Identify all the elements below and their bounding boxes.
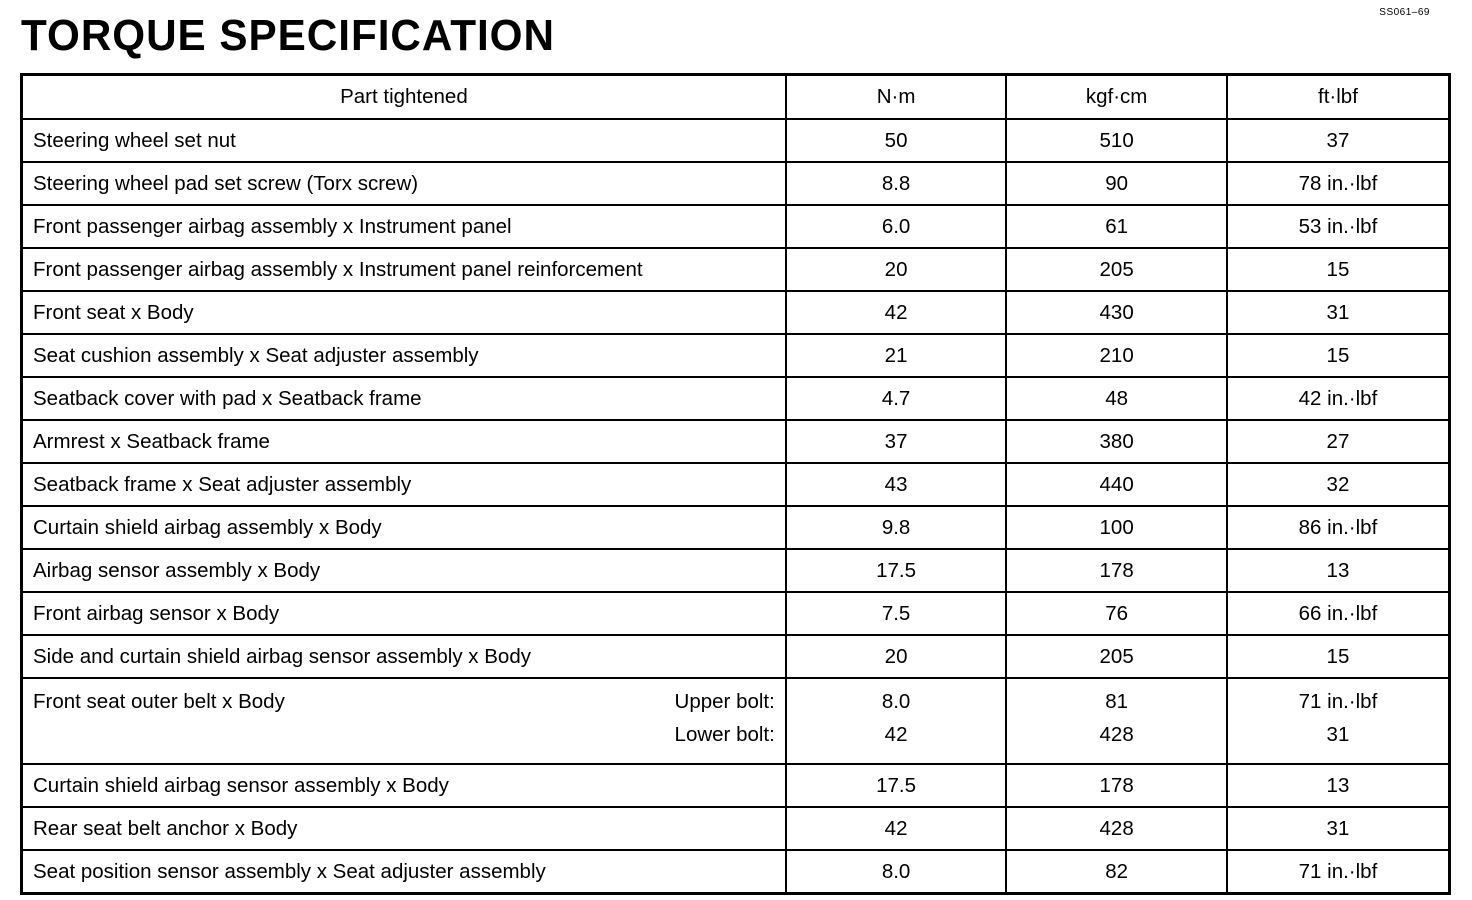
table-row [22,635,1450,678]
part-cell [22,678,786,764]
ft-cell: 86 in.·lbf [1227,506,1450,549]
ft-cell: 27 [1227,420,1450,463]
part-cell: Front airbag sensor x Body [22,592,786,635]
page-title: TORQUE SPECIFICATION [21,11,555,60]
part-cell: Steering wheel set nut [22,119,786,162]
nm-cell: 4.7 [786,377,1007,420]
part-cell: Side and curtain shield airbag sensor assembly x Body [22,635,786,678]
nm-cell: 8.0 [786,850,1007,894]
kgf-cell: 210 [1006,334,1227,377]
ft-cell: 13 [1227,549,1450,592]
part-cell: Front passenger airbag assembly x Instrument panel [22,205,786,248]
kgf-cell: 430 [1006,291,1227,334]
nm-cell: 17.5 [786,549,1007,592]
ft-cell: 15 [1227,334,1450,377]
header-nm: N·m [786,75,1007,120]
table-row [22,377,1450,420]
table-row [22,463,1450,506]
part-cell: Steering wheel pad set screw (Torx screw) [22,162,786,205]
ft-cell: 53 in.·lbf [1227,205,1450,248]
bolt-labels [675,685,775,751]
ft-cell [1227,678,1450,764]
ft-cell: 78 in.·lbf [1227,162,1450,205]
ft-cell: 32 [1227,463,1450,506]
part-cell: Curtain shield airbag sensor assembly x Body [22,764,786,807]
nm-cell: 37 [786,420,1007,463]
header-kgf-cm: kgf·cm [1006,75,1227,120]
torque-spec-table [20,73,1451,895]
table-row [22,205,1450,248]
ft-cell: 37 [1227,119,1450,162]
table-row-split [22,678,1450,764]
kgf-cell: 61 [1006,205,1227,248]
nm-cell: 20 [786,248,1007,291]
part-cell: Rear seat belt anchor x Body [22,807,786,850]
kgf-cell: 428 [1006,807,1227,850]
nm-cell: 9.8 [786,506,1007,549]
nm-cell: 17.5 [786,764,1007,807]
nm-cell: 6.0 [786,205,1007,248]
header-row [22,75,1450,120]
lower-ft: 31 [1326,723,1350,746]
nm-cell: 21 [786,334,1007,377]
kgf-cell [1006,678,1227,764]
kgf-cell: 76 [1006,592,1227,635]
nm-cell: 7.5 [786,592,1007,635]
lower-kgf: 428 [1099,723,1134,746]
table-row [22,248,1450,291]
table-row [22,162,1450,205]
table-row [22,291,1450,334]
nm-cell [786,678,1007,764]
part-cell: Front passenger airbag assembly x Instrument panel reinforcement [22,248,786,291]
upper-nm: 8.0 [881,690,911,713]
upper-ft: 71 in.·lbf [1298,690,1378,713]
lower-bolt-label: Lower bolt: [674,723,775,746]
upper-kgf: 81 [1105,690,1129,713]
nm-cell: 42 [786,807,1007,850]
upper-bolt-label: Upper bolt: [674,690,775,713]
nm-cell: 42 [786,291,1007,334]
table-row [22,592,1450,635]
part-cell: Seat cushion assembly x Seat adjuster assembly [22,334,786,377]
ft-cell: 66 in.·lbf [1227,592,1450,635]
ft-cell: 71 in.·lbf [1227,850,1450,894]
kgf-cell: 48 [1006,377,1227,420]
table-row [22,334,1450,377]
table-row [22,850,1450,894]
kgf-cell: 440 [1006,463,1227,506]
header-ft-lbf: ft·lbf [1227,75,1450,120]
part-cell: Front seat x Body [22,291,786,334]
part-cell: Armrest x Seatback frame [22,420,786,463]
table-row [22,807,1450,850]
part-cell: Airbag sensor assembly x Body [22,549,786,592]
kgf-cell: 205 [1006,635,1227,678]
ft-cell: 13 [1227,764,1450,807]
kgf-cell: 205 [1006,248,1227,291]
part-cell: Seatback cover with pad x Seatback frame [22,377,786,420]
nm-cell: 8.8 [786,162,1007,205]
ft-cell: 31 [1227,807,1450,850]
lower-nm: 42 [884,723,908,746]
kgf-cell: 82 [1006,850,1227,894]
part-cell: Seatback frame x Seat adjuster assembly [22,463,786,506]
table-row [22,420,1450,463]
kgf-cell: 100 [1006,506,1227,549]
table-row [22,764,1450,807]
kgf-cell: 380 [1006,420,1227,463]
ft-cell: 15 [1227,248,1450,291]
table-row [22,119,1450,162]
document-id: SS061–69 [1379,7,1430,18]
table-row [22,549,1450,592]
kgf-cell: 178 [1006,549,1227,592]
kgf-cell: 90 [1006,162,1227,205]
split-part-name: Front seat outer belt x Body [33,690,285,713]
kgf-cell: 510 [1006,119,1227,162]
ft-cell: 15 [1227,635,1450,678]
header-part-tightened: Part tightened [22,75,786,120]
nm-cell: 20 [786,635,1007,678]
nm-cell: 43 [786,463,1007,506]
part-cell: Curtain shield airbag assembly x Body [22,506,786,549]
table-row [22,506,1450,549]
part-cell: Seat position sensor assembly x Seat adjuster assembly [22,850,786,894]
ft-cell: 31 [1227,291,1450,334]
nm-cell: 50 [786,119,1007,162]
kgf-cell: 178 [1006,764,1227,807]
ft-cell: 42 in.·lbf [1227,377,1450,420]
